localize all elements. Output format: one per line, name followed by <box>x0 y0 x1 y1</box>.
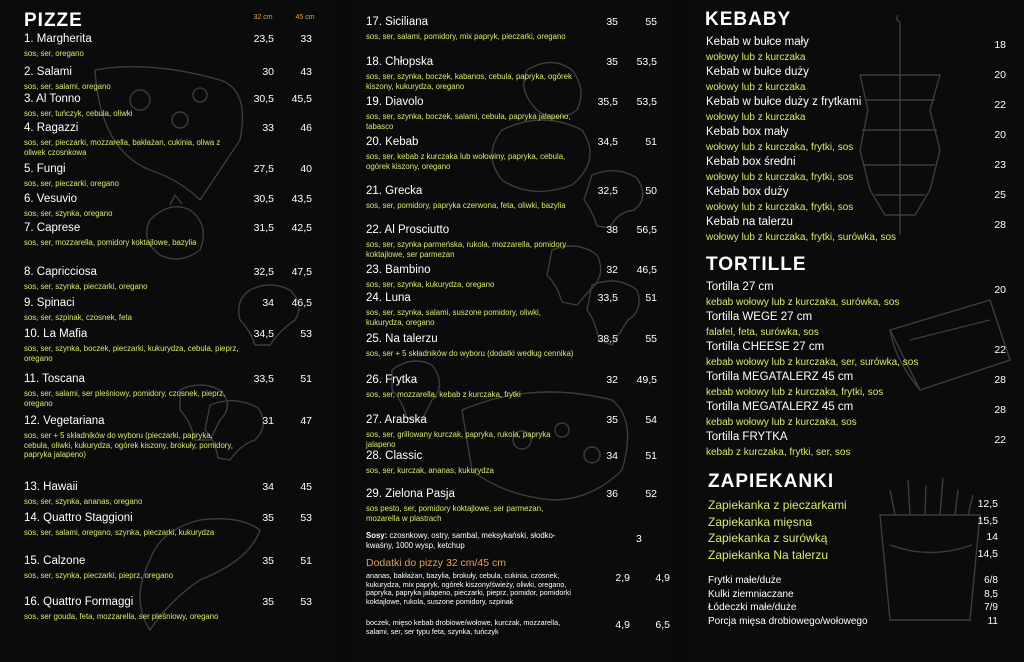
pizza-price-32: 31 <box>262 415 274 427</box>
pizza-ingredients: sos, ser, pieczarki, oregano <box>24 179 119 188</box>
pizza-ingredients: sos, ser + 5 składników do wyboru (dodatki według cennika) <box>366 349 574 358</box>
pizza-price-45: 40 <box>300 163 312 175</box>
pizza-price-45: 51 <box>645 136 657 148</box>
pizza-price-32: 36 <box>606 488 618 500</box>
pizza-ingredients: sos, ser, szynka, pieczarki, oregano <box>24 282 148 291</box>
pizza-price-45: 51 <box>645 292 657 304</box>
extras-group-2 <box>366 619 672 636</box>
extras-group-1-text: ananas, bakłażan, bazylia, brokuły, cebula, cukinia, czosnek, kukurydza, mix papryk, ogórek kiszony/świeży, oliwki, oregano, papryka, papryka jalapeno, pieczarki, pieprz, pomidor, pomidorki koktajlowe, rukola, suszone pomidory, szpinak <box>366 571 571 607</box>
pizza-price-32: 35 <box>606 56 618 68</box>
kebaby-ingredients: wołowy lub z kurczaka <box>706 112 806 123</box>
kebaby-name: Kebab na talerzu <box>706 216 793 228</box>
pizza-name: 6. Vesuvio <box>24 193 78 205</box>
pizza-ingredients: sos, ser, szynka parmeńska, rukola, mozzarella, pomidory koktajlowe, ser parmezan <box>366 240 567 259</box>
pizza-name: 19. Diavolo <box>366 96 424 108</box>
kebaby-name: Kebab box mały <box>706 126 789 138</box>
pizza-price-45: 46,5 <box>291 297 312 309</box>
pizza-ingredients: sos, ser, pomidory, papryka czerwona, feta, oliwki, bazylia <box>366 201 566 210</box>
pizza-price-45: 47,5 <box>291 266 312 278</box>
pizza-price-45: 42,5 <box>291 222 312 234</box>
pizza-name: 25. Na talerzu <box>366 333 438 345</box>
kebaby-name: Kebab box duży <box>706 186 789 198</box>
tortille-name: Tortilla CHEESE 27 cm <box>706 341 825 353</box>
pizza-ingredients: sos, ser gouda, feta, mozzarella, ser pleśniowy, oregano <box>24 612 219 621</box>
pizza-ingredients: sos, ser, szynka, boczek, salami, cebula, papryka jalapeno, tabasco <box>366 112 571 131</box>
pizza-name: 10. La Mafia <box>24 328 88 340</box>
pizza-price-32: 35 <box>262 555 274 567</box>
tortille-ingredients: kebab wołowy lub z kurczaka, frytki, sos <box>706 387 884 398</box>
tortille-ingredients: kebab z kurczaka, frytki, ser, sos <box>706 447 851 458</box>
pizza-name: 27. Arabska <box>366 414 427 426</box>
pizza-price-45: 51 <box>300 373 312 385</box>
pizza-price-45: 55 <box>645 16 657 28</box>
pizza-name: 1. Margherita <box>24 33 92 45</box>
kebaby-name: Kebab w bułce duży <box>706 66 809 78</box>
side-name: Łódeczki małe/duże <box>708 602 797 613</box>
pizza-price-32: 31,5 <box>253 222 274 234</box>
pizza-price-45: 51 <box>300 555 312 567</box>
pizza-ingredients: sos, ser, oregano <box>24 49 84 58</box>
pizza-price-45: 46 <box>300 122 312 134</box>
pizza-name: 13. Hawaii <box>24 481 78 493</box>
pizza-ingredients: sos, ser, szynka, boczek, kabanos, cebula, papryka, ogórek kiszony, kukurydza, oregano <box>366 72 572 91</box>
side-name: Frytki małe/duże <box>708 575 782 586</box>
kebaby-price: 25 <box>994 189 1006 201</box>
side-price: 8,5 <box>984 588 998 600</box>
pizza-name: 20. Kebab <box>366 136 419 148</box>
sauces-price: 3 <box>636 533 642 545</box>
pizza-ingredients: sos, ser + 5 składników do wyboru (pieczarki, papryka, cebula, oliwki, kukurydza, ogórek kiszony, brokuły, pomidory, papryka jalapeno) <box>24 431 233 460</box>
pizza-price-45: 53 <box>300 512 312 524</box>
kebaby-price: 20 <box>994 129 1006 141</box>
pizza-price-45: 33 <box>300 33 312 45</box>
pizza-ingredients: sos, ser, szynka, boczek, pieczarki, kukurydza, cebula, pieprz, oregano <box>24 344 239 363</box>
kebaby-ingredients: wołowy lub z kurczaka, frytki, surówka, sos <box>706 232 897 243</box>
pizza-name: 12. Vegetariana <box>24 415 105 427</box>
pizza-price-32: 30,5 <box>253 93 274 105</box>
pizza-name: 17. Siciliana <box>366 16 429 28</box>
pizza-price-45: 53,5 <box>636 56 657 68</box>
side-price: 6/8 <box>984 575 998 586</box>
pizza-name: 18. Chłopska <box>366 56 434 68</box>
pizza-ingredients: sos, ser, kurczak, ananas, kukurydza <box>366 466 494 475</box>
pizza-price-45: 46,5 <box>636 264 657 276</box>
pizza-name: 23. Bambino <box>366 264 431 276</box>
pizza-name: 3. Al Tonno <box>24 93 81 105</box>
zapiekanka-price: 14,5 <box>977 547 998 560</box>
pizza-price-45: 43,5 <box>291 193 312 205</box>
tortille-name: Tortilla MEGATALERZ 45 cm <box>706 401 854 413</box>
pizza-price-45: 45,5 <box>291 93 312 105</box>
zapiekanki-title: ZAPIEKANKI <box>708 471 835 492</box>
pizza-price-32: 33,5 <box>597 292 618 304</box>
sauces-text: czosnkowy, ostry, sambal, meksykański, słodko-kwaśny, 1000 wysp, ketchup <box>366 531 556 550</box>
tortille-ingredients: kebab wołowy lub z kurczaka, sos <box>706 417 857 428</box>
pizza-price-45: 54 <box>645 414 657 426</box>
pizza-ingredients: sos pesto, ser, pomidory koktajlowe, ser parmezan, mozarella w plastrach <box>366 504 544 523</box>
pizza-ingredients: sos, ser, szynka, oregano <box>24 209 113 218</box>
kebaby-name: Kebab box średni <box>706 156 796 168</box>
sauces-label: Sosy: <box>366 531 388 540</box>
tortille-price: 20 <box>994 284 1006 296</box>
kebaby-ingredients: wołowy lub z kurczaka <box>706 82 806 93</box>
pizza-ingredients: sos, ser, salami, oregano, szynka, pieczarki, kukurydza <box>24 528 215 537</box>
size-header-45: 45 cm <box>295 14 315 21</box>
kebaby-price: 22 <box>994 99 1006 111</box>
pizza-price-32: 32 <box>606 264 618 276</box>
kebaby-ingredients: wołowy lub z kurczaka <box>706 52 806 63</box>
pizza-name: 8. Capricciosa <box>24 266 97 278</box>
pizza-name: 28. Classic <box>366 450 423 462</box>
zapiekanka-name: Zapiekanka z pieczarkami <box>708 498 847 512</box>
pizza-price-32: 32,5 <box>253 266 274 278</box>
zapiekanka-name: Zapiekanka z surówką <box>708 531 828 545</box>
side-price: 7/9 <box>984 602 998 613</box>
kebaby-ingredients: wołowy lub z kurczaka, frytki, sos <box>706 202 854 213</box>
pizza-ingredients: sos, ser, szpinak, czosnek, feta <box>24 313 132 322</box>
pizza-name: 26. Frytka <box>366 374 418 386</box>
pizza-price-45: 56,5 <box>636 224 657 236</box>
extras-title: Dodatki do pizzy 32 cm/45 cm <box>366 557 507 569</box>
kebaby-name: Kebab w bułce mały <box>706 36 809 48</box>
kebaby-price: 23 <box>994 159 1006 171</box>
menu-panel-pizze-left <box>0 0 333 662</box>
kebaby-title: KEBABY <box>705 9 792 30</box>
pizza-ingredients: sos, ser, salami, ser pleśniowy, pomidory, czosnek, pieprz, oregano <box>24 389 226 408</box>
tortille-title: TORTILLE <box>706 254 807 275</box>
pizza-ingredients: sos, ser, mozzarella, kebab z kurczaka, frytki <box>366 390 521 399</box>
pizza-price-45: 50 <box>645 185 657 197</box>
pizza-price-32: 23,5 <box>253 33 274 45</box>
tortille-ingredients: kebab wołowy lub z kurczaka, ser, surówka, sos <box>706 357 919 368</box>
pizza-name: 15. Calzone <box>24 555 86 567</box>
tortille-name: Tortilla MEGATALERZ 45 cm <box>706 371 854 383</box>
kebaby-price: 18 <box>994 39 1006 51</box>
pizza-name: 16. Quattro Formaggi <box>24 596 134 608</box>
kebaby-ingredients: wołowy lub z kurczaka, frytki, sos <box>706 142 854 153</box>
pizza-price-32: 34 <box>262 481 274 493</box>
pizza-price-32: 32 <box>606 374 618 386</box>
zapiekanka-price: 14 <box>986 531 998 543</box>
pizze-title: PIZZE <box>24 10 83 31</box>
tortille-price: 22 <box>994 434 1006 446</box>
menu-panel-pizze-right <box>352 0 672 662</box>
pizza-price-45: 45 <box>300 481 312 493</box>
pizza-price-32: 35,5 <box>597 96 618 108</box>
pizza-name: 14. Quattro Staggioni <box>24 512 133 524</box>
pizza-price-32: 34,5 <box>597 136 618 148</box>
extras-group-1 <box>366 572 672 607</box>
pizza-price-45: 55 <box>645 333 657 345</box>
tortille-price: 28 <box>994 374 1006 386</box>
pizza-ingredients: sos, ser, szynka, pieczarki, pieprz, oregano <box>24 571 174 580</box>
zapiekanka-name: Zapiekanka Na talerzu <box>708 547 829 562</box>
pizza-price-45: 53,5 <box>636 96 657 108</box>
pizza-price-45: 53 <box>300 328 312 340</box>
pizza-price-45: 52 <box>645 488 657 500</box>
side-name: Kulki ziemniaczane <box>708 588 794 600</box>
pizza-price-32: 35 <box>262 596 274 608</box>
tortille-price: 28 <box>994 404 1006 416</box>
pizza-name: 22. Al Prosciutto <box>366 224 450 236</box>
side-name: Porcja mięsa drobiowego/wołowego <box>708 615 868 627</box>
pizza-price-32: 33,5 <box>253 373 274 385</box>
tortille-name: Tortilla WEGE 27 cm <box>706 311 813 323</box>
extras-group-2-price-32: 4,9 <box>615 619 630 631</box>
pizza-price-45: 43 <box>300 66 312 78</box>
pizza-price-32: 30,5 <box>253 193 274 205</box>
pizza-name: 9. Spinaci <box>24 297 75 309</box>
size-header-32: 32 cm <box>253 14 273 21</box>
pizza-name: 7. Caprese <box>24 222 81 234</box>
pizza-price-45: 49,5 <box>636 374 657 386</box>
tortille-name: Tortilla 27 cm <box>706 281 774 293</box>
pizza-price-32: 30 <box>262 66 274 78</box>
pizza-name: 21. Grecka <box>366 185 423 197</box>
pizza-name: 4. Ragazzi <box>24 122 79 134</box>
pizza-ingredients: sos, ser, kebab z kurczaka lub wołowiny, papryka, cebula, ogórek kiszony, oregano <box>366 152 566 171</box>
kebaby-ingredients: wołowy lub z kurczaka, frytki, sos <box>706 172 854 183</box>
kebaby-price: 20 <box>994 69 1006 81</box>
pizza-name: 11. Toscana <box>24 373 85 385</box>
pizza-price-32: 38,5 <box>597 333 618 345</box>
tortille-price: 22 <box>994 344 1006 356</box>
pizza-name: 29. Zielona Pasja <box>366 488 455 500</box>
tortille-ingredients: falafel, feta, surówka, sos <box>706 327 819 338</box>
pizza-price-32: 33 <box>262 122 274 134</box>
kebaby-price: 28 <box>994 219 1006 231</box>
pizza-name: 5. Fungi <box>24 163 66 175</box>
pizza-ingredients: sos, ser, salami, oregano <box>24 82 111 91</box>
pizza-price-32: 27,5 <box>253 163 274 175</box>
pizza-price-32: 35 <box>606 16 618 28</box>
pizza-price-32: 38 <box>606 224 618 236</box>
kebaby-name: Kebab w bułce duży z frytkami <box>706 96 862 108</box>
side-price: 11 <box>987 615 998 627</box>
tortille-ingredients: kebab wołowy lub z kurczaka, surówka, sos <box>706 297 900 308</box>
pizza-price-32: 34,5 <box>253 328 274 340</box>
zapiekanka-name: Zapiekanka mięsna <box>708 514 813 529</box>
pizza-price-32: 34 <box>606 450 618 462</box>
pizza-name: 24. Luna <box>366 292 411 304</box>
pizza-price-32: 34 <box>262 297 274 309</box>
pizza-price-45: 51 <box>645 450 657 462</box>
extras-group-1-price-45: 4,9 <box>655 572 670 584</box>
pizza-price-45: 53 <box>300 596 312 608</box>
pizza-ingredients: sos, ser, grillowany kurczak, papryka, rukola, papryka jalapeno <box>366 430 551 449</box>
pizza-ingredients: sos, ser, szynka, ananas, oregano <box>24 497 143 506</box>
zapiekanka-price: 12,5 <box>977 498 998 510</box>
sauces-row <box>366 531 666 550</box>
pizza-price-32: 35 <box>606 414 618 426</box>
pizza-ingredients: sos, ser, tuńczyk, cebula, oliwki <box>24 109 133 118</box>
extras-group-2-text: boczek, mięso kebab drobiowe/wołowe, kurczak, mozzarella, salami, ser, ser typu feta, szynka, tuńczyk <box>366 618 561 636</box>
pizza-ingredients: sos, ser, szynka, salami, suszone pomidory, oliwki, kukurydza, oregano <box>366 308 541 327</box>
pizza-ingredients: sos, ser, mozzarella, pomidory koktajlowe, bazylia <box>24 238 197 247</box>
pizza-price-45: 47 <box>300 415 312 427</box>
pizza-name: 2. Salami <box>24 66 72 78</box>
pizza-price-32: 32,5 <box>597 185 618 197</box>
pizza-ingredients: sos, ser, salami, pomidory, mix papryk, pieczarki, oregano <box>366 32 566 41</box>
menu-panel-kebab <box>690 0 1024 662</box>
extras-group-1-price-32: 2,9 <box>615 572 630 584</box>
extras-group-2-price-45: 6,5 <box>655 619 670 631</box>
zapiekanka-price: 15,5 <box>977 514 998 527</box>
tortille-name: Tortilla FRYTKA <box>706 431 788 443</box>
pizza-ingredients: sos, ser, szynka, kukurydza, oregano <box>366 280 495 289</box>
pizza-price-32: 35 <box>262 512 274 524</box>
pizza-ingredients: sos, ser, pieczarki, mozzarella, bakłażan, cukinia, oliwa z oliwek czosnkowa <box>24 138 221 157</box>
